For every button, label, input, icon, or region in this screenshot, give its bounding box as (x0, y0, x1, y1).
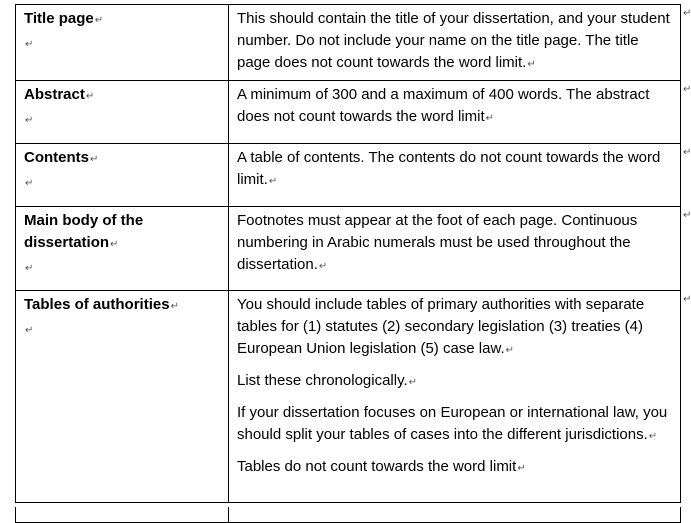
paragraph-mark-icon: ↵ (505, 345, 515, 356)
paragraph-mark-icon: ↵ (25, 115, 34, 126)
paragraph-mark-icon: ↵ (268, 176, 278, 187)
row-label-cell[interactable] (16, 81, 229, 144)
paragraph-mark-icon: ↵ (408, 377, 418, 388)
paragraph-mark-icon: ↵ (25, 178, 34, 189)
row-label: Title page (24, 10, 94, 27)
row-description: List these chronologically. (237, 372, 408, 389)
table-row (16, 207, 681, 291)
paragraph-mark-icon: ↵ (90, 154, 99, 165)
row-description: If your dissertation focuses on European or international law, you should split your tables of cases into the different jurisdictions. (237, 404, 668, 443)
row-label-cell[interactable] (16, 291, 229, 503)
row-description-cell[interactable] (229, 291, 681, 503)
paragraph-mark-icon: ↵ (85, 91, 95, 102)
row-end-mark-icon: ↵ (683, 147, 691, 158)
paragraph-mark-icon: ↵ (318, 261, 328, 272)
paragraph-mark-icon: ↵ (94, 15, 104, 26)
paragraph-mark-icon: ↵ (25, 325, 34, 336)
row-description: A table of contents. The contents do not count towards the word limit. (237, 149, 661, 188)
row-end-mark-icon: ↵ (683, 84, 691, 95)
row-description: You should include tables of primary authorities with separate tables for (1) statutes (2) secondary legislation (3) treaties (4) European Union legislation (5) case law. (237, 296, 645, 357)
row-label: Abstract (24, 86, 85, 103)
row-end-mark-icon: ↵ (683, 8, 691, 19)
table-row (16, 144, 681, 207)
paragraph-mark-icon: ↵ (527, 59, 536, 70)
table-row (16, 81, 681, 144)
row-description: A minimum of 300 and a maximum of 400 words. The abstract does not count towards the word limit (237, 86, 650, 125)
row-label-cell[interactable] (16, 207, 229, 291)
row-description-cell[interactable] (229, 81, 681, 144)
row-label-cell[interactable] (16, 5, 229, 81)
requirements-table (15, 4, 681, 523)
paragraph-mark-icon: ↵ (517, 463, 526, 474)
paragraph-mark-icon: ↵ (170, 301, 179, 312)
row-description-cell[interactable] (229, 207, 681, 291)
page-edge (15, 503, 682, 507)
paragraph-mark-icon: ↵ (25, 39, 34, 50)
row-label: Contents (24, 149, 89, 166)
row-description: Footnotes must appear at the foot of each page. Continuous numbering in Arabic numerals must be used throughout the dissertation. (237, 212, 638, 273)
paragraph-mark-icon: ↵ (25, 263, 34, 274)
paragraph-mark-icon: ↵ (648, 431, 658, 442)
table-row (16, 291, 681, 503)
row-description: Tables do not count towards the word limit (237, 458, 517, 475)
paragraph-mark-icon: ↵ (485, 113, 495, 124)
paragraph-mark-icon: ↵ (110, 239, 119, 250)
row-description: This should contain the title of your dissertation, and your student number. Do not include your name on the title page. The title page does not count towards the word limit. (237, 10, 670, 71)
row-description-cell[interactable] (229, 144, 681, 207)
row-end-mark-icon: ↵ (683, 210, 691, 221)
row-description-cell[interactable] (229, 5, 681, 81)
row-label-cell[interactable] (16, 144, 229, 207)
row-end-mark-icon: ↵ (683, 294, 691, 305)
table-row (16, 5, 681, 81)
row-label: Tables of authorities (24, 296, 170, 313)
row-label: Main body of the dissertation (24, 212, 144, 251)
